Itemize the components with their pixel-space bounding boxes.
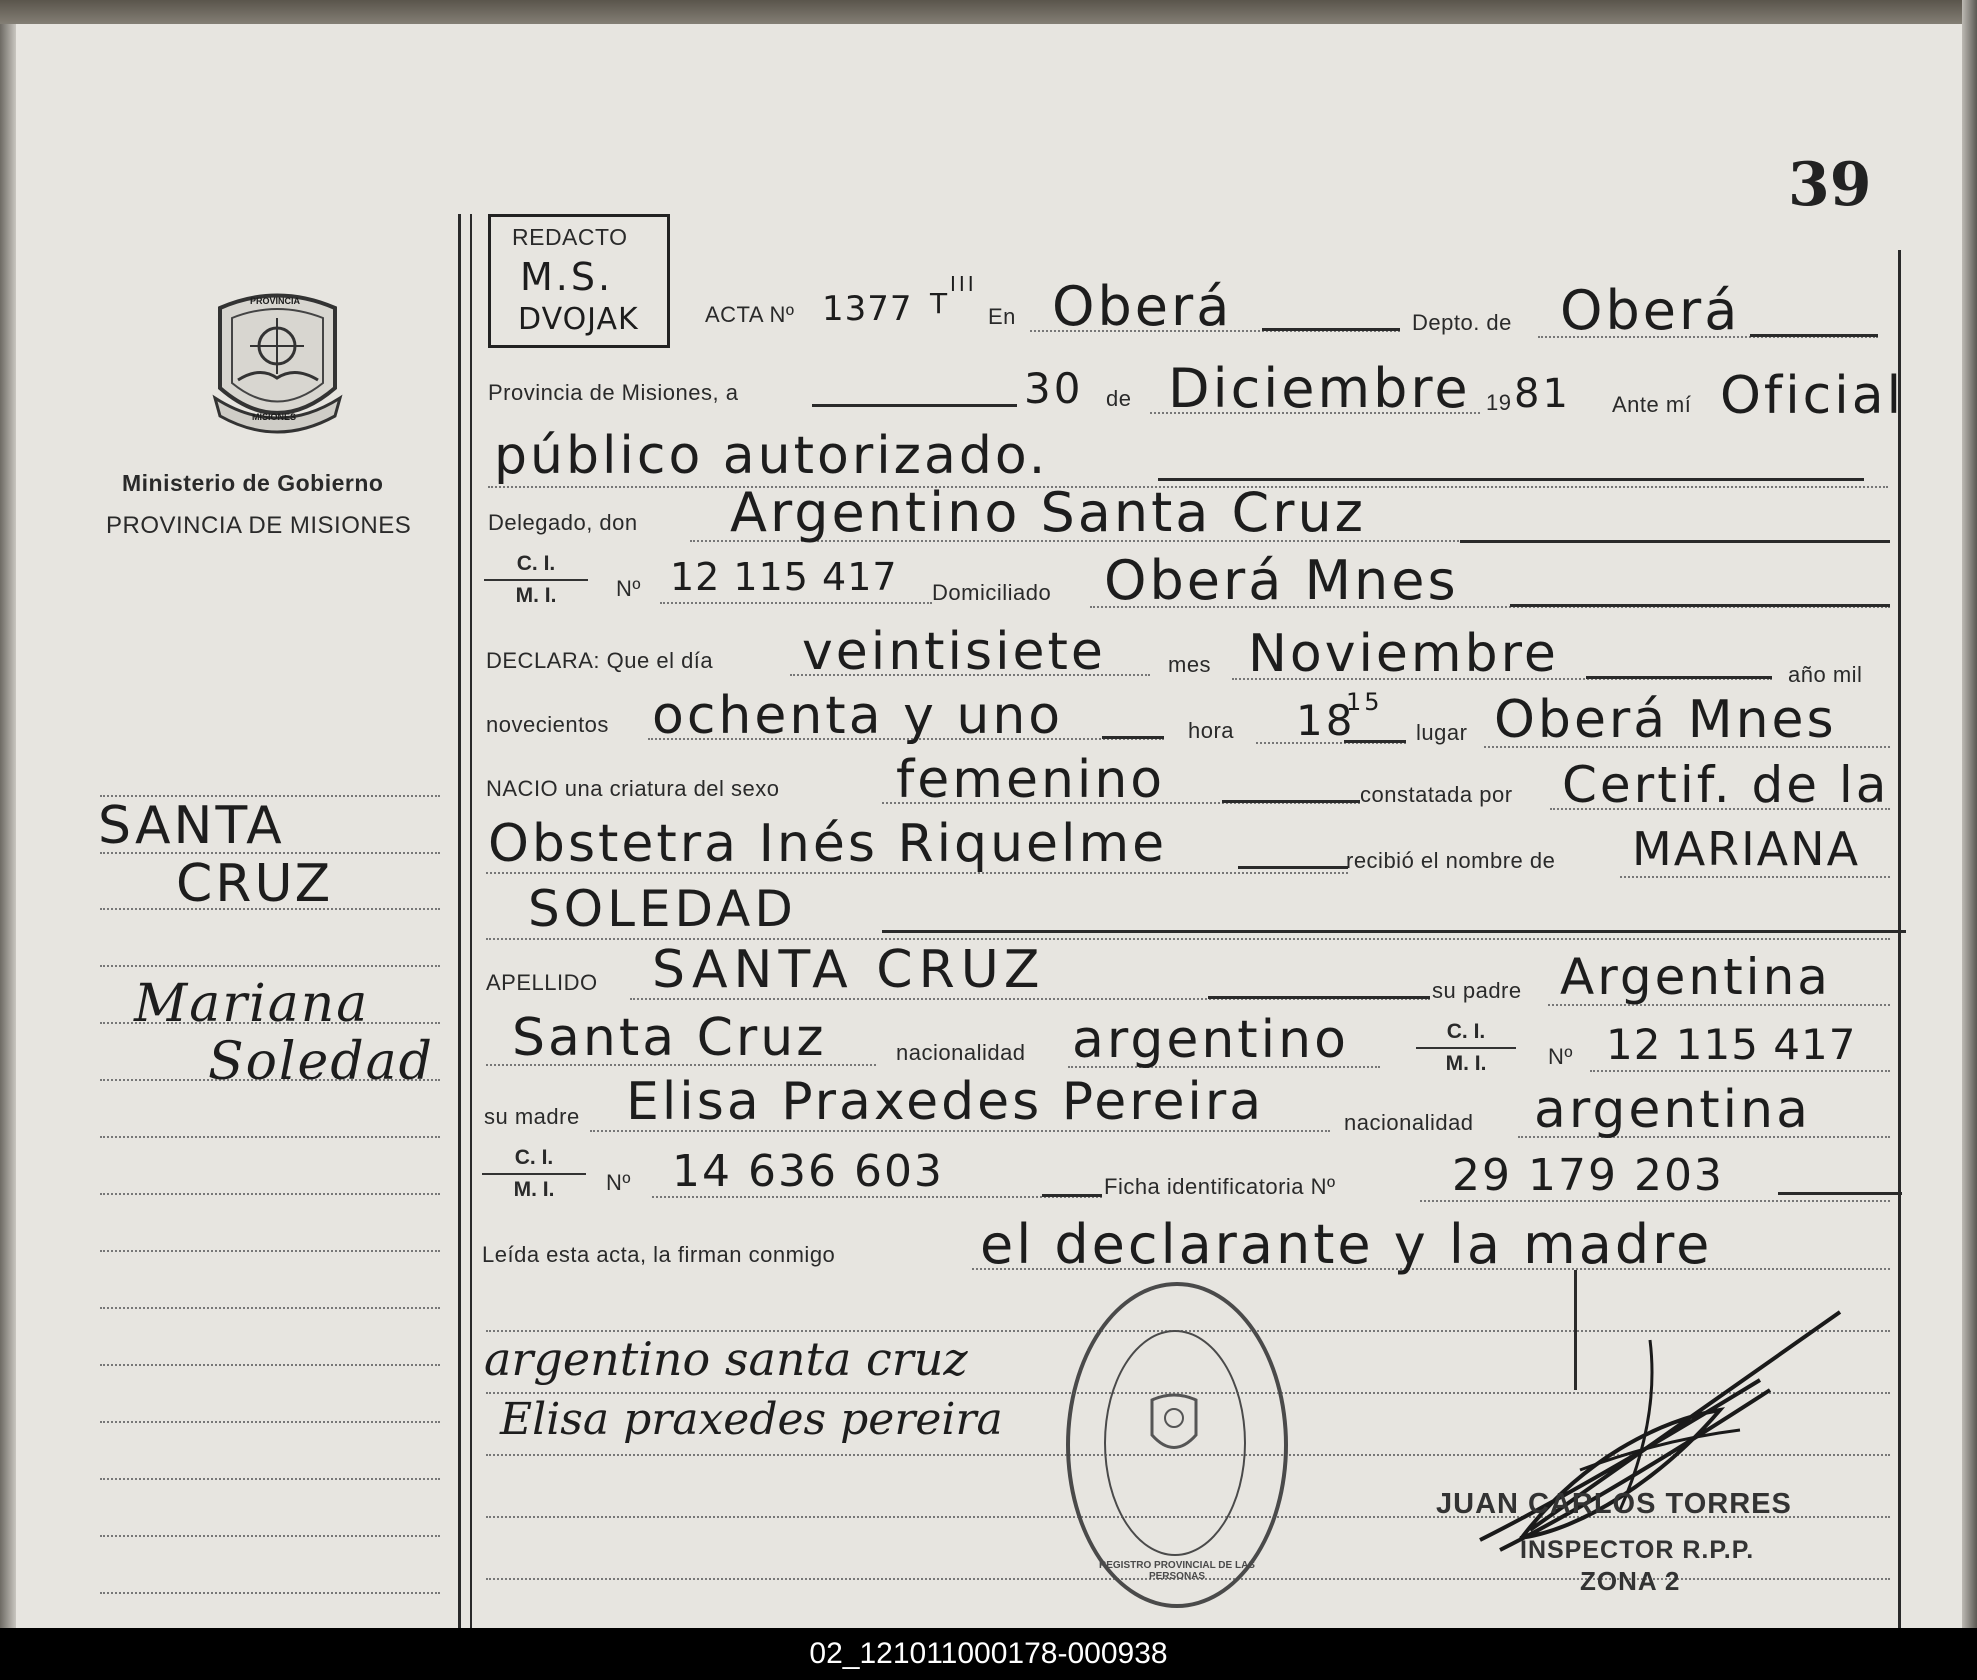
madre-value: Elisa Praxedes Pereira <box>626 1072 1265 1132</box>
mes-label: mes <box>1168 652 1212 677</box>
hora-minutes: 15 <box>1346 688 1383 716</box>
recibio-label: recibió el nombre de <box>1346 848 1556 873</box>
margin-line <box>100 1136 440 1138</box>
padre-label: su padre <box>1432 978 1522 1003</box>
margin-line <box>100 1364 440 1366</box>
mes-value: Noviembre <box>1248 624 1559 684</box>
madre-nac-label: nacionalidad <box>1344 1110 1474 1135</box>
ci-label: C. I. <box>514 1146 554 1169</box>
field-underline <box>1102 736 1164 739</box>
signature-mother: Elisa praxedes pereira <box>500 1394 1003 1445</box>
fraction-bar <box>482 1173 586 1175</box>
footer-id: 02_121011000178-000938 <box>0 1628 1977 1680</box>
lugar-label: lugar <box>1416 720 1468 745</box>
margin-line <box>100 1250 440 1252</box>
right-frame-line <box>1898 250 1901 1628</box>
domicilio-value: Oberá Mnes <box>1104 549 1459 612</box>
dia-value: veintisiete <box>802 622 1106 682</box>
padre-value-2: Santa Cruz <box>512 1008 827 1068</box>
fraction-bar <box>1416 1047 1516 1049</box>
constatada-value-1: Certif. de la <box>1562 756 1890 814</box>
madre-ci-mi-fraction <box>482 1146 586 1202</box>
en-value: Oberá <box>1052 275 1233 338</box>
field-underline <box>1238 866 1348 869</box>
field-underline <box>1042 1194 1102 1197</box>
padre-doc: 12 115 417 <box>1606 1020 1857 1069</box>
field-underline <box>1262 328 1400 331</box>
margin-line <box>100 1421 440 1423</box>
apellido-label: APELLIDO <box>486 970 598 995</box>
anio-value: ochenta y uno <box>652 686 1064 746</box>
padre-nac-label: nacionalidad <box>896 1040 1026 1065</box>
field-line <box>660 602 932 604</box>
madre-label: su madre <box>484 1104 580 1129</box>
field-underline <box>812 404 1017 407</box>
field-underline <box>1344 740 1406 743</box>
inspector-title: INSPECTOR R.P.P. <box>1520 1536 1755 1564</box>
lugar-value: Oberá Mnes <box>1494 690 1837 750</box>
padre-ci-mi-fraction <box>1416 1020 1516 1076</box>
inspector-name: JUAN CARLOS TORRES <box>1436 1488 1792 1520</box>
year-suffix: 81 <box>1514 371 1571 417</box>
field-underline <box>1208 996 1430 999</box>
de-label: de <box>1106 386 1132 411</box>
field-underline <box>1510 604 1890 607</box>
field-line <box>1620 876 1890 878</box>
book-left-edge <box>0 24 16 1628</box>
field-underline <box>1586 676 1772 679</box>
official-line-1: Oficial <box>1720 366 1905 426</box>
domicilio-label: Domiciliado <box>932 580 1052 605</box>
signature-stroke <box>1574 1270 1577 1390</box>
mi-label: M. I. <box>515 584 557 607</box>
nombre-1: MARIANA <box>1632 822 1861 876</box>
signature-declarant: argentino santa cruz <box>484 1332 968 1386</box>
inspector-signature-icon <box>1460 1300 1860 1560</box>
margin-line <box>100 965 440 967</box>
left-frame-line <box>458 214 461 1628</box>
hora-value: 18 <box>1296 696 1356 745</box>
nombre-2: SOLEDAD <box>528 880 797 938</box>
acta-number: 1377 <box>822 289 913 329</box>
padre-no-label: Nº <box>1548 1044 1573 1069</box>
ci-label: C. I. <box>516 552 556 575</box>
depto-value: Oberá <box>1560 279 1741 342</box>
margin-given-1: Mariana <box>134 974 370 1034</box>
madre-doc: 14 636 603 <box>672 1146 944 1197</box>
inner-frame-line <box>470 214 472 1628</box>
page-number: 39 <box>1788 150 1872 220</box>
acta-suffix: T <box>930 287 951 320</box>
ci-label: C. I. <box>1446 1020 1486 1043</box>
margin-surname-1: SANTA <box>98 796 285 856</box>
leida-label: Leída esta acta, la firman conmigo <box>482 1242 836 1267</box>
no-label: Nº <box>616 576 641 601</box>
margin-line <box>100 1307 440 1309</box>
firman-value: el declarante y la madre <box>980 1213 1713 1276</box>
mi-label: M. I. <box>513 1178 555 1201</box>
inspector-zone: ZONA 2 <box>1580 1566 1681 1596</box>
declarant-doc: 12 115 417 <box>670 555 898 599</box>
apellido-value: SANTA CRUZ <box>652 940 1046 1000</box>
declara-label: DECLARA: Que el día <box>486 648 714 673</box>
en-label: En <box>988 304 1016 329</box>
book-right-edge <box>1962 0 1977 1628</box>
field-line <box>486 1064 876 1066</box>
madre-nac: argentina <box>1534 1080 1811 1140</box>
margin-surname-2: CRUZ <box>176 854 334 914</box>
ficha-label: Ficha identificatoria Nº <box>1104 1174 1336 1199</box>
sexo-value: femenino <box>896 750 1166 810</box>
mi-label: M. I. <box>1445 1052 1487 1075</box>
month-value: Diciembre <box>1168 357 1471 420</box>
novecientos-label: novecientos <box>486 712 609 737</box>
delegado-label: Delegado, don <box>488 510 638 535</box>
field-line <box>486 872 1348 874</box>
acta-roman: III <box>950 272 977 296</box>
anio-label: año mil <box>1788 662 1863 687</box>
constatada-label: constatada por <box>1360 782 1513 807</box>
field-underline <box>1778 1192 1902 1195</box>
margin-given-2: Soledad <box>208 1032 434 1092</box>
padre-value-1: Argentina <box>1560 948 1831 1006</box>
margin-line <box>100 1478 440 1480</box>
madre-no-label: Nº <box>606 1170 631 1195</box>
padre-nac: argentino <box>1072 1010 1349 1070</box>
provincia-label: Provincia de Misiones, a <box>488 380 739 405</box>
redacto-name: DVOJAK <box>518 302 639 337</box>
margin-line <box>100 1193 440 1195</box>
nacio-label: NACIO una criatura del sexo <box>486 776 780 801</box>
provincial-emblem <box>210 288 345 433</box>
ministry-province: PROVINCIA DE MISIONES <box>106 512 412 539</box>
day-value: 30 <box>1024 364 1084 413</box>
field-underline <box>882 930 1906 933</box>
margin-line <box>100 1592 440 1594</box>
ministry-title: Ministerio de Gobierno <box>122 470 384 496</box>
seal-text: REGISTRO PROVINCIAL DE LAS PERSONAS <box>1099 1560 1255 1582</box>
field-underline <box>1222 800 1360 803</box>
margin-line <box>100 1535 440 1537</box>
ci-mi-fraction <box>484 552 588 608</box>
seal-emblem-icon <box>1144 1390 1204 1460</box>
delegado-value: Argentino Santa Cruz <box>730 481 1367 544</box>
ficha-value: 29 179 203 <box>1452 1150 1724 1201</box>
field-underline <box>1460 540 1890 543</box>
redacto-label: REDACTO <box>512 224 628 250</box>
ante-label: Ante mí <box>1612 392 1692 417</box>
fraction-bar <box>484 579 588 581</box>
year-prefix: 19 <box>1486 390 1512 415</box>
acta-label: ACTA Nº <box>705 302 795 327</box>
emblem-top-text: PROVINCIA <box>250 296 301 306</box>
field-line <box>1590 1070 1890 1072</box>
hora-label: hora <box>1188 718 1235 743</box>
field-underline <box>1750 334 1878 337</box>
official-line-2: público autorizado. <box>494 426 1049 486</box>
constatada-value-2: Obstetra Inés Riquelme <box>488 814 1168 874</box>
depto-label: Depto. de <box>1412 310 1512 335</box>
redacto-initials: M.S. <box>520 255 614 299</box>
emblem-bottom-text: MISIONES <box>252 412 297 422</box>
